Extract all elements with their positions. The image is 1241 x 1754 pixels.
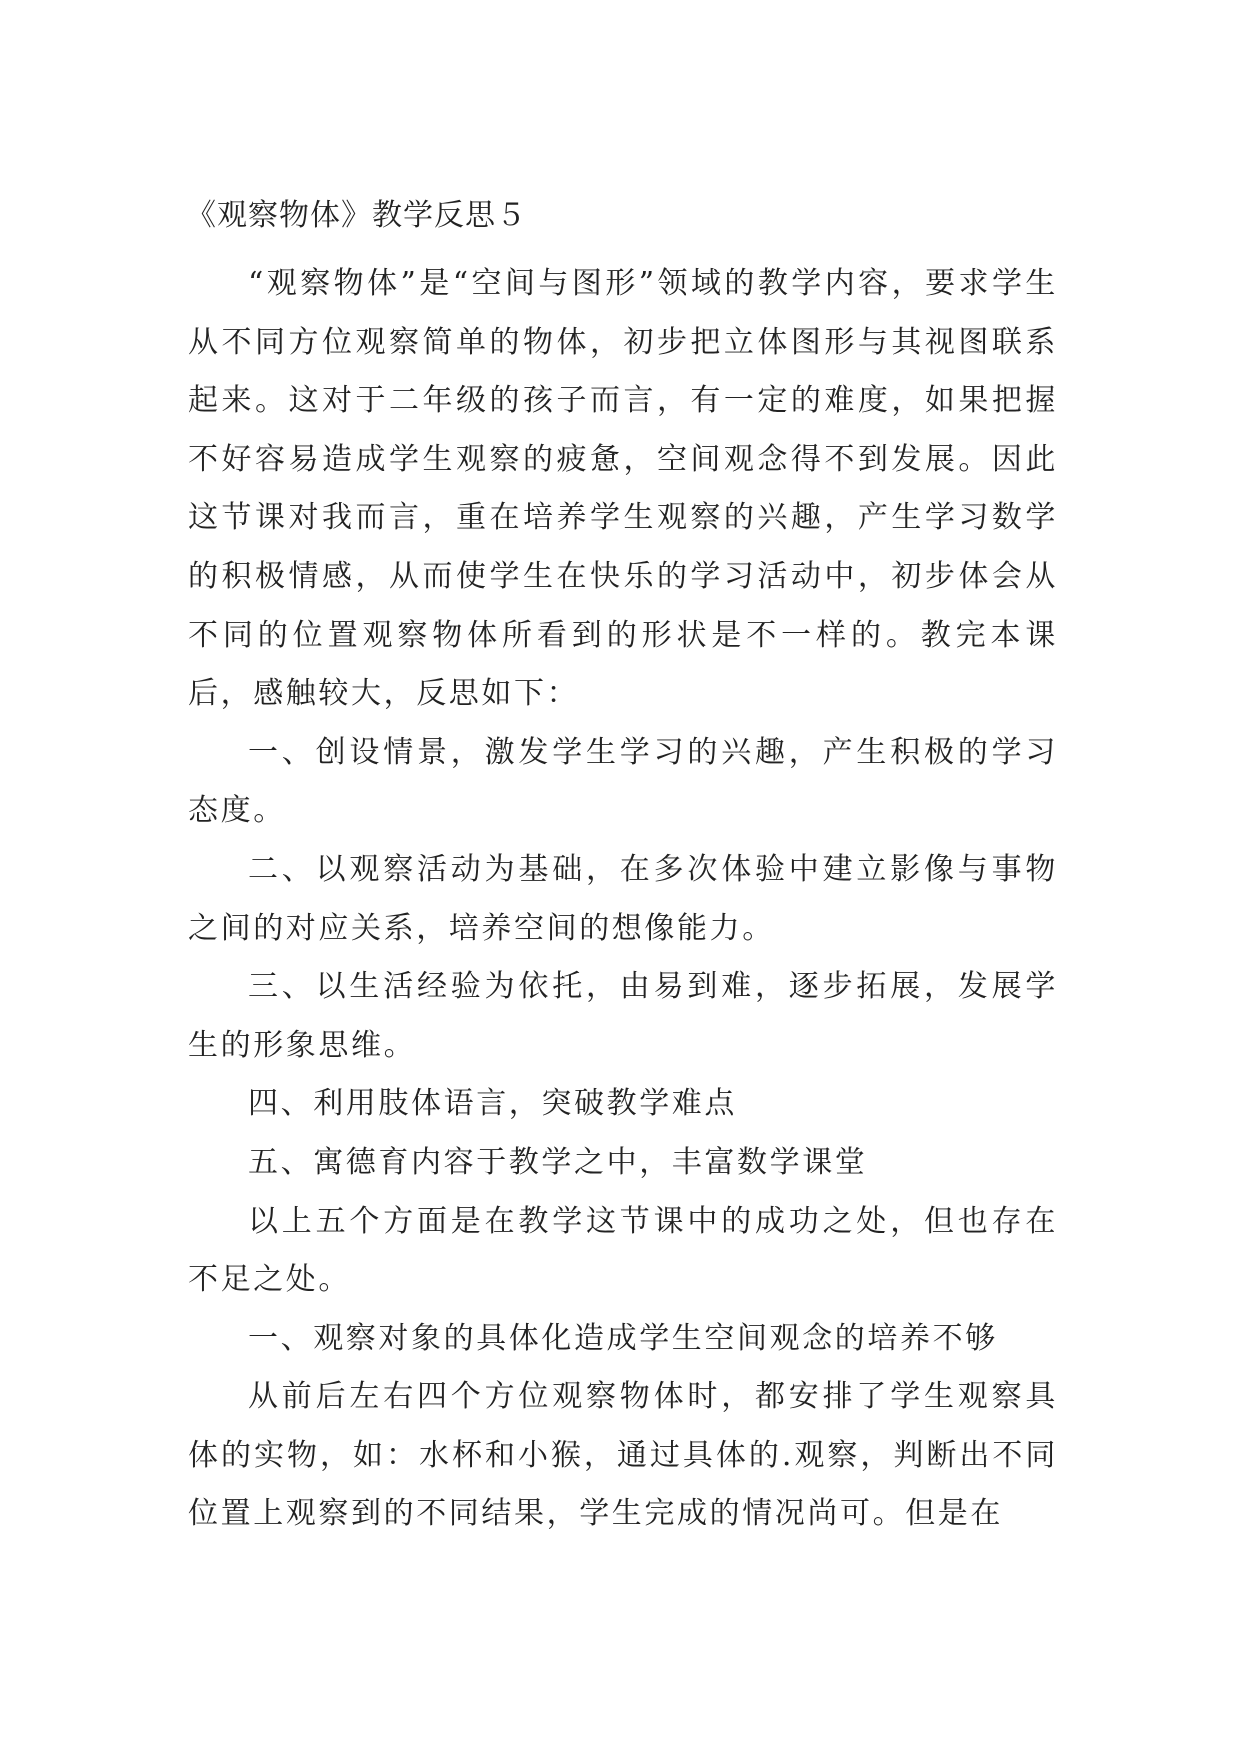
paragraph-point-5: 五、寓德育内容于教学之中，丰富数学课堂 (248, 1144, 868, 1180)
paragraph-summary: 以上五个方面是在教学这节课中的成功之处，但也存在不足之处。 (188, 1203, 1058, 1298)
paragraph-intro: “观察物体”是“空间与图形”领域的教学内容，要求学生从不同方位观察简单的物体，初步把立体图形与其视图联系起来。这对于二年级的孩子而言，有一定的难度，如果把握不好容易造成学生观察的疲惫，空间观念得不到发展。因此这节课对我而言，重在培养学生观察的兴趣，产生学习数学的积极情感，从而使学生在快乐的学习活动中，初步体会从不同的位置观察物体所看到的形状是不一样的。教完本课后，感触较大，反思如下： (188, 266, 1058, 712)
paragraph-point-1: 一、创设情景，激发学生学习的兴趣，产生积极的学习态度。 (188, 734, 1058, 829)
paragraph-shortcoming-detail: 从前后左右四个方位观察物体时，都安排了学生观察具体的实物，如：水杯和小猴，通过具体的.观察，判断出不同位置上观察到的不同结果，学生完成的情况尚可。但是在 (188, 1379, 1058, 1532)
paragraph-shortcoming-1: 一、观察对象的具体化造成学生空间观念的培养不够 (248, 1320, 998, 1356)
paragraph-point-4: 四、利用肢体语言，突破教学难点 (248, 1086, 737, 1122)
paragraph-point-3: 三、以生活经验为依托，由易到难，逐步拓展，发展学生的形象思维。 (188, 969, 1058, 1063)
document-title: 《观察物体》教学反思５ (186, 198, 527, 233)
paragraph-point-2: 二、以观察活动为基础，在多次体验中建立影像与事物之间的对应关系，培养空间的想像能力。 (188, 851, 1058, 946)
document-body (188, 255, 1058, 1544)
